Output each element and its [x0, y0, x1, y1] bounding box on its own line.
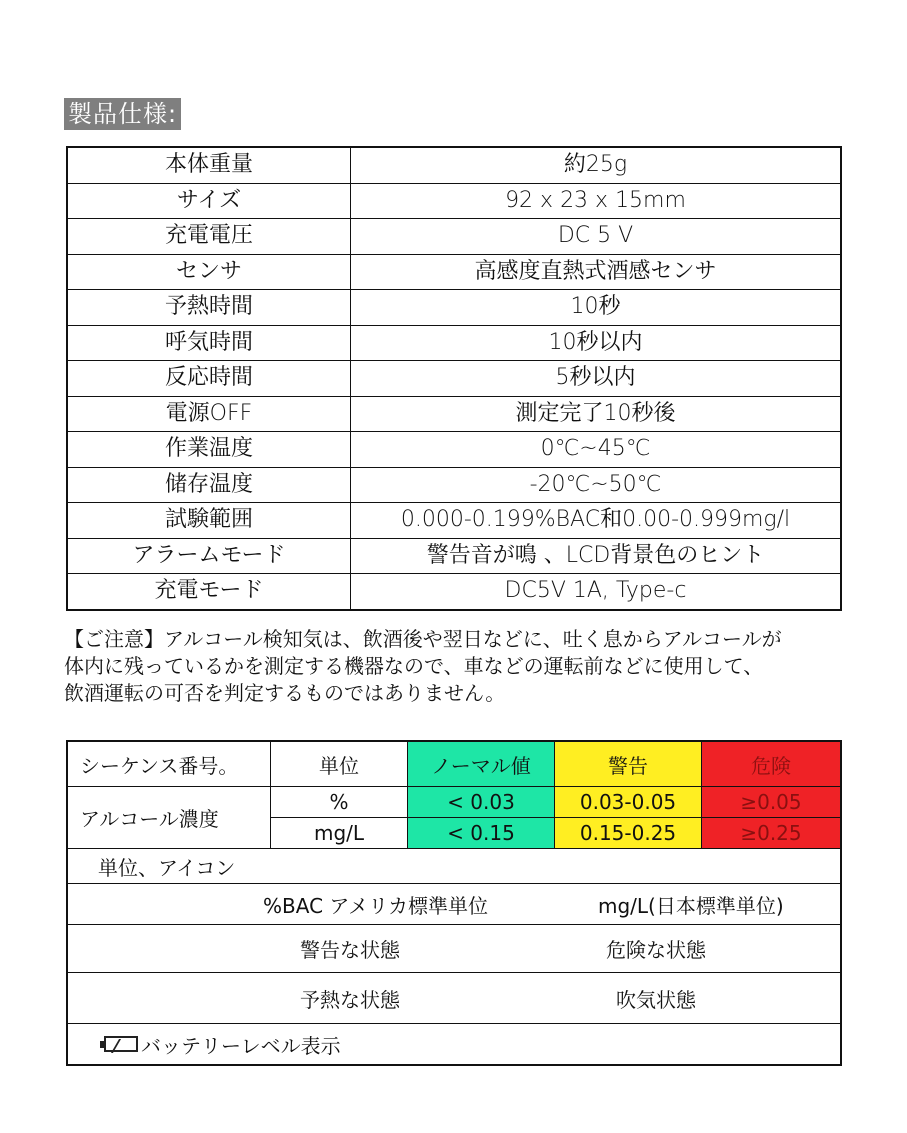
spec-key: 作業温度: [67, 432, 351, 468]
spec-key: 試験範囲: [67, 503, 351, 539]
spec-value: DC 5 V: [351, 219, 842, 255]
spec-row: [67, 254, 841, 290]
spec-value: -20℃~50℃: [351, 467, 842, 503]
level-header-row: [67, 741, 841, 787]
spec-row: [67, 467, 841, 503]
state-row-2: [67, 973, 841, 1024]
spec-key: サイズ: [67, 183, 351, 219]
spec-key: 充電モード: [67, 574, 351, 610]
normal-header: ノーマル値: [408, 741, 555, 787]
caution-note: [64, 626, 864, 707]
spec-row: [67, 219, 841, 255]
spec-row: [67, 361, 841, 397]
blow-state-label: 吹気状態: [616, 987, 696, 1012]
sequence-header: シーケンス番号。: [67, 741, 271, 787]
mgl-unit-label: mg/L(日本標準単位): [598, 893, 784, 918]
unit-cell: mg/L: [271, 818, 408, 849]
unit-legend-row: [67, 884, 841, 925]
spec-table: [66, 146, 842, 611]
level-row-percent: [67, 787, 841, 818]
spec-key: 反応時間: [67, 361, 351, 397]
spec-value: 10秒: [351, 290, 842, 326]
spec-key: 電源OFF: [67, 396, 351, 432]
battery-icon: [104, 1036, 138, 1052]
icons-title-row: [67, 849, 841, 884]
spec-row: [67, 574, 841, 610]
normal-value: < 0.03: [408, 787, 555, 818]
danger-state-label: 危険な状態: [606, 938, 706, 962]
warning-state-label: 警告な状態: [300, 938, 400, 962]
spec-value: 0.000-0.199%BAC和0.00-0.999mg/l: [351, 503, 842, 539]
spec-value: 92 x 23 x 15mm: [351, 183, 842, 219]
spec-key: 充電電圧: [67, 219, 351, 255]
note-line: 飲酒運転の可否を判定するものではありません。: [64, 681, 506, 705]
spec-value: 0℃~45℃: [351, 432, 842, 468]
alcohol-level-table: [66, 740, 842, 1066]
icons-title: 単位、アイコン: [67, 849, 841, 884]
spec-value: 測定完了10秒後: [351, 396, 842, 432]
battery-label: バッテリーレベル表示: [141, 1033, 341, 1058]
bac-unit-label: %BAC アメリカ標準単位: [263, 893, 488, 918]
spec-key: 予熱時間: [67, 290, 351, 326]
warning-header: 警告: [555, 741, 702, 787]
spec-row: [67, 290, 841, 326]
warning-value: 0.15-0.25: [555, 818, 702, 849]
battery-row: [67, 1024, 841, 1066]
state-row-1: [67, 925, 841, 973]
danger-value: ≥0.25: [702, 818, 842, 849]
spec-row: [67, 503, 841, 539]
spec-row: [67, 183, 841, 219]
spec-key: センサ: [67, 254, 351, 290]
preheat-state-label: 予熱な状態: [300, 987, 400, 1012]
spec-value: 5秒以内: [351, 361, 842, 397]
spec-row: [67, 325, 841, 361]
unit-cell: %: [271, 787, 408, 818]
spec-row: [67, 432, 841, 468]
normal-value: < 0.15: [408, 818, 555, 849]
spec-key: 本体重量: [67, 147, 351, 183]
spec-row: [67, 538, 841, 574]
spec-value: 高感度直熱式酒感センサ: [351, 254, 842, 290]
spec-row: [67, 396, 841, 432]
spec-key: アラームモード: [67, 538, 351, 574]
spec-value: 警告音が鳴 、LCD背景色のヒント: [351, 538, 842, 574]
note-line: 【ご注意】アルコール検知気は、飲酒後や翌日などに、吐く息からアルコールが: [64, 627, 782, 651]
spec-value: DC5V 1A, Type-c: [351, 574, 842, 610]
spec-key: 储存温度: [67, 467, 351, 503]
spec-value: 10秒以内: [351, 325, 842, 361]
spec-row: [67, 147, 841, 183]
note-line: 体内に残っているかを測定する機器なので、車などの運転前などに使用して、: [64, 654, 764, 678]
alcohol-concentration-label: アルコール濃度: [67, 787, 271, 849]
spec-key: 呼気時間: [67, 325, 351, 361]
spec-heading: 製品仕様:: [64, 98, 181, 130]
spec-value: 約25g: [351, 147, 842, 183]
danger-header: 危険: [702, 741, 842, 787]
unit-header: 単位: [271, 741, 408, 787]
warning-value: 0.03-0.05: [555, 787, 702, 818]
danger-value: ≥0.05: [702, 787, 842, 818]
